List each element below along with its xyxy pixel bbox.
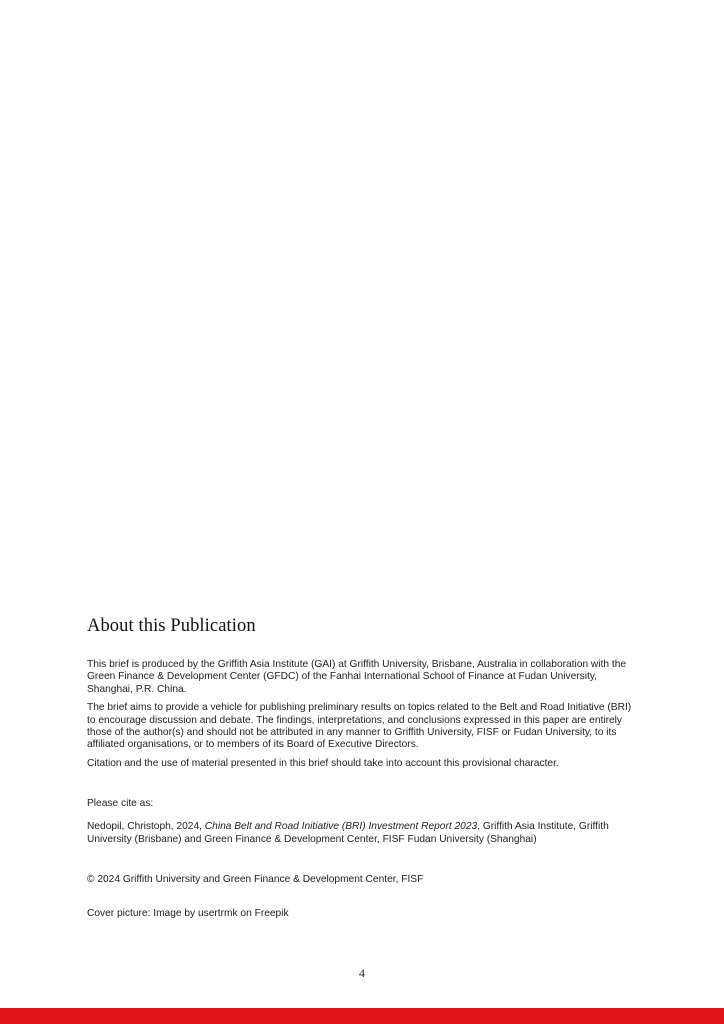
- cover-credit: Cover picture: Image by usertrmk on Freepik: [87, 907, 289, 919]
- citation-title: China Belt and Road Initiative (BRI) Investment Report 2023: [204, 820, 478, 832]
- section-heading: About this Publication: [87, 616, 256, 636]
- paragraph-about: This brief is produced by the Griffith Asia Institute (GAI) at Griffith University, Brisbane, Australia in collaboration with the Green Finance & Development Center (GFDC) of the Fanhai International School of Finance at Fudan University, Shanghai, P.R. China.: [87, 659, 627, 695]
- citation-suffix: , Griffith Asia Institute, Griffith University (Brisbane) and Green Finance & Development Center, FISF Fudan University (Shanghai): [87, 820, 609, 846]
- about-section: [87, 616, 639, 920]
- paragraph-aims: The brief aims to provide a vehicle for publishing preliminary results on topics related to the Belt and Road Initiative (BRI) to encourage discussion and debate. The findings, interpretations, and conclusions expressed in this paper are entirely those of the author(s) and should not be attributed in any manner to Griffith University, FISF or Fudan University, to its affiliated organisations, or to members of its Board of Executive Directors.: [87, 702, 632, 751]
- citation-prefix: Nedopil, Christoph, 2024,: [87, 820, 205, 832]
- cite-label: Please cite as:: [87, 798, 154, 810]
- footer-accent-bar: [0, 1008, 724, 1024]
- paragraph-citation-note: Citation and the use of material presented in this brief should take into account this provisional character.: [87, 757, 559, 769]
- page-number: 4: [359, 966, 365, 980]
- citation-text: [87, 820, 639, 847]
- copyright-notice: © 2024 Griffith University and Green Finance & Development Center, FISF: [87, 874, 424, 886]
